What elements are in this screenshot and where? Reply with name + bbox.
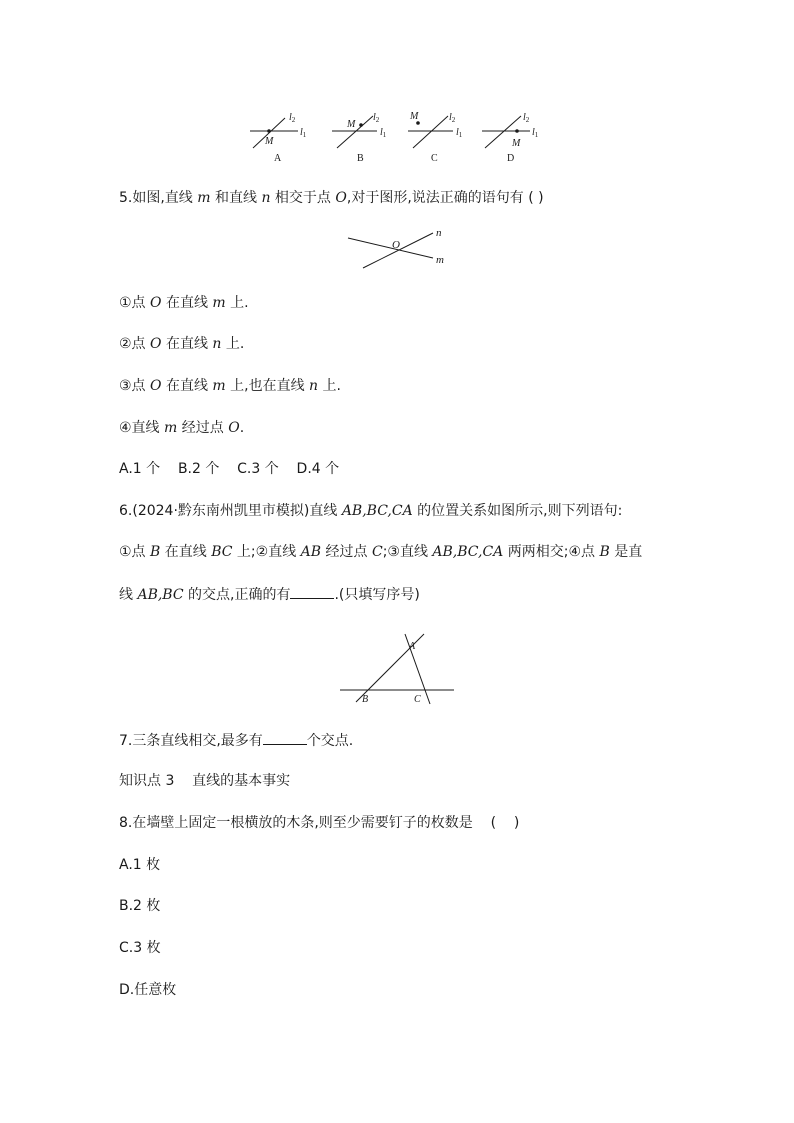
q5-figure bbox=[345, 226, 455, 272]
label-m-d: M bbox=[512, 138, 521, 149]
label-l2-d: $l_2$ bbox=[523, 112, 530, 124]
point-m-a bbox=[267, 129, 271, 133]
label-n: n bbox=[436, 227, 442, 239]
label-l2-b: $l_2$ bbox=[373, 112, 380, 124]
q5-stem: 5.如图,直线 m 和直线 n 相交于点 O,对于图形,说法正确的语句有 ( ) bbox=[119, 190, 544, 206]
label-l2-c: $l_2$ bbox=[449, 112, 456, 124]
q5-statement-2: ②点 O 在直线 n 上. bbox=[119, 336, 245, 352]
q8-stem: 8.在墙壁上固定一根横放的木条,则至少需要钉子的枚数是 ( ) bbox=[119, 815, 520, 831]
label-m: m bbox=[436, 254, 444, 266]
line-m bbox=[348, 238, 433, 258]
panel-label-b: B bbox=[357, 153, 364, 164]
label-l1-c: $l_1$ bbox=[456, 127, 463, 139]
point-m-d bbox=[515, 129, 519, 133]
q5-statement-1: ①点 O 在直线 m 上. bbox=[119, 295, 249, 311]
label-l1-a: $l_1$ bbox=[300, 127, 307, 139]
panel-label-c: C bbox=[431, 153, 438, 164]
label-a: A bbox=[409, 641, 416, 652]
q6-figure bbox=[338, 632, 458, 706]
q7-answer-blank[interactable] bbox=[263, 730, 307, 745]
label-b: B bbox=[362, 694, 369, 705]
q5-statement-3: ③点 O 在直线 m 上,也在直线 n 上. bbox=[119, 378, 341, 394]
q8-option-d[interactable]: D.任意枚 bbox=[119, 982, 177, 998]
label-l1-d: $l_1$ bbox=[532, 127, 539, 139]
q6-stem-line-2: ①点 B 在直线 BC 上;②直线 AB 经过点 C;③直线 AB,BC,CA 两两相交;④点 B 是直 bbox=[119, 544, 643, 560]
q8-option-a[interactable]: A.1 枚 bbox=[119, 857, 161, 873]
q6-stem-line-1: 6.(2024·黔东南州凯里市模拟)直线 AB,BC,CA 的位置关系如图所示,则下列语句: bbox=[119, 503, 623, 519]
panel-label-d: D bbox=[507, 153, 515, 164]
label-l2-a: $l_2$ bbox=[289, 112, 296, 124]
q5-options: A.1 个 B.2 个 C.3 个 D.4 个 bbox=[119, 461, 340, 477]
q6-answer-blank[interactable] bbox=[290, 584, 334, 599]
q4-figure bbox=[245, 106, 555, 168]
q8-option-b[interactable]: B.2 枚 bbox=[119, 898, 161, 914]
label-m-a: M bbox=[265, 136, 274, 147]
section-heading: 知识点 3 直线的基本事实 bbox=[119, 773, 291, 789]
label-o: O bbox=[392, 239, 400, 251]
panel-label-a: A bbox=[274, 153, 282, 164]
label-m-b: M bbox=[347, 119, 356, 130]
label-m-c: M bbox=[410, 111, 419, 122]
q8-option-c[interactable]: C.3 枚 bbox=[119, 940, 161, 956]
label-l1-b: $l_1$ bbox=[380, 127, 387, 139]
q6-stem-line-3: 线 AB,BC 的交点,正确的有 .(只填写序号) bbox=[119, 584, 420, 605]
q7-stem: 7.三条直线相交,最多有 个交点. bbox=[119, 730, 353, 751]
q5-statement-4: ④直线 m 经过点 O. bbox=[119, 420, 245, 436]
point-m-b bbox=[359, 123, 363, 127]
label-c: C bbox=[414, 694, 421, 705]
